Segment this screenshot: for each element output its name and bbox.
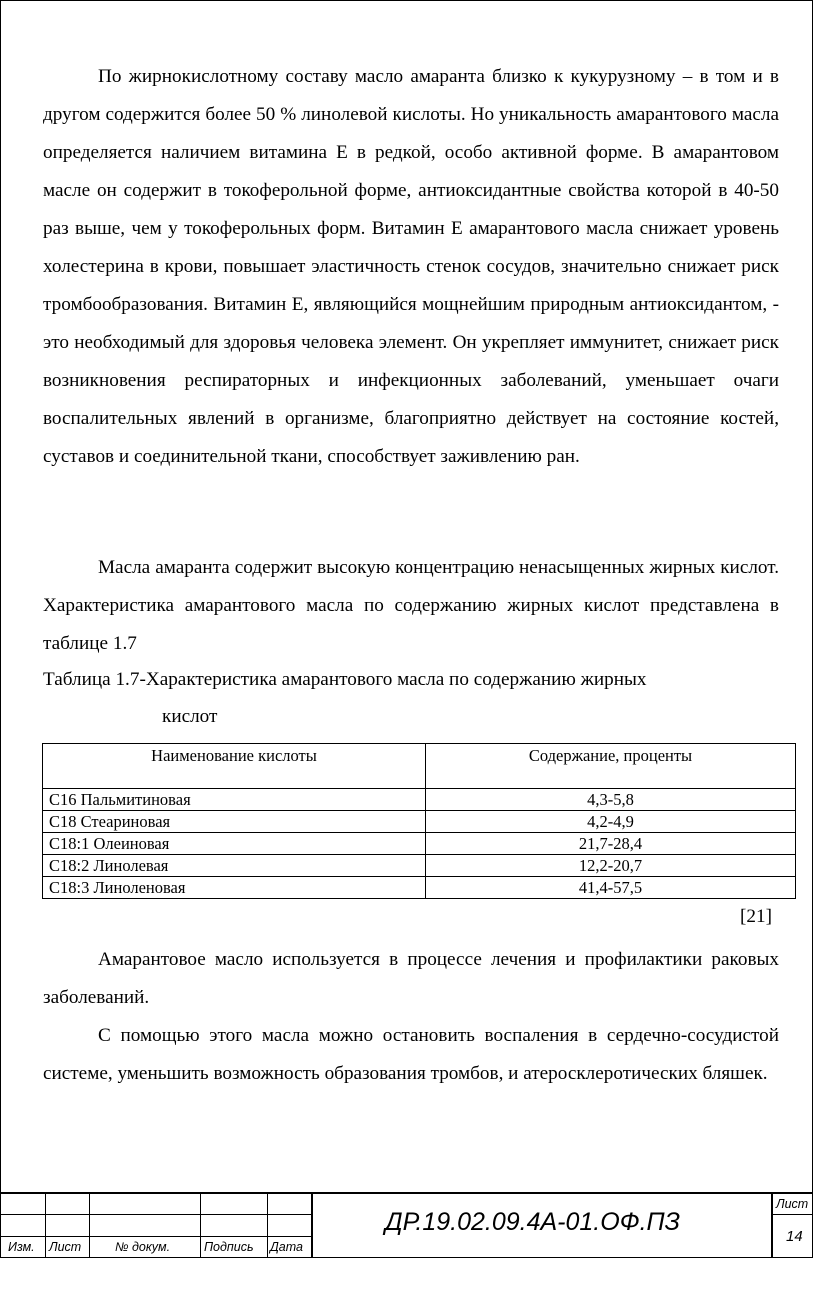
acid-name: С18:1 Олеиновая xyxy=(43,833,426,855)
acid-name: С18:2 Линолевая xyxy=(43,855,426,877)
sheet-label: Лист xyxy=(776,1197,809,1211)
citation-reference: [21] xyxy=(740,906,772,927)
stamp-label-signature: Подпись xyxy=(204,1240,254,1254)
paragraph-1: По жирнокислотному составу масло амаранта близко к кукурузному – в том и в другом содержится более 50 % линолевой кислоты. Но уникальность амарантового масла определяется наличием витамина Е в редкой, особо активной форме. В амарантовом масле он содержит в токоферольной форме, антиоксидантные свойства которой в 40-50 раз выше, чем у токоферольных форм. Витамин Е амарантового масла снижает уровень холестерина в крови, повышает эластичность стенок сосудов, значительно снижает риск тромбообразования. Витамин Е, являющийся мощнейшим природным антиоксидантом, - это необходимый для здоровья человека элемент. Он укрепляет иммунитет, снижает риск возникновения респираторных и инфекционных заболеваний, уменьшает очаги воспалительных явлений в организме, благоприятно действует на состояние костей, суставов и соединительной ткани, способствует заживлению ран. xyxy=(43,66,779,467)
stamp-label-change: Изм. xyxy=(8,1240,35,1254)
table-row xyxy=(43,855,796,877)
header-content-percent: Содержание, проценты xyxy=(426,744,796,789)
table-row xyxy=(43,833,796,855)
acid-name: С18 Стеариновая xyxy=(43,811,426,833)
paragraph-2: Масла амаранта содержит высокую концентрацию ненасыщенных жирных кислот. Характеристика амарантового масла по содержанию жирных кислот представлена в таблице 1.7 xyxy=(43,557,779,654)
table-header-row xyxy=(43,744,796,789)
acid-content: 12,2-20,7 xyxy=(426,855,796,877)
stamp-label-sheet: Лист xyxy=(49,1240,82,1254)
acid-content: 41,4-57,5 xyxy=(426,877,796,899)
acid-content: 21,7-28,4 xyxy=(426,833,796,855)
acid-content: 4,2-4,9 xyxy=(426,811,796,833)
title-block-stamp xyxy=(0,1192,813,1258)
sheet-number: 14 xyxy=(786,1228,803,1245)
stamp-label-date: Дата xyxy=(270,1240,303,1254)
table-row xyxy=(43,877,796,899)
stamp-label-doc-number: № докум. xyxy=(115,1240,171,1254)
table-row xyxy=(43,811,796,833)
table-caption-cont: кислот xyxy=(162,706,218,727)
table-row xyxy=(43,789,796,811)
fatty-acids-table xyxy=(42,743,796,899)
header-acid-name: Наименование кислоты xyxy=(43,744,426,789)
paragraph-3: Амарантовое масло используется в процессе лечения и профилактики раковых заболеваний. xyxy=(43,949,779,1008)
table-caption: Таблица 1.7-Характеристика амарантового масла по содержанию жирных xyxy=(43,669,647,690)
paragraph-4: С помощью этого масла можно остановить воспаления в сердечно-сосудистой системе, уменьшить возможность образования тромбов, и атеросклеротических бляшек. xyxy=(43,1025,779,1084)
acid-name: С16 Пальмитиновая xyxy=(43,789,426,811)
acid-content: 4,3-5,8 xyxy=(426,789,796,811)
acid-name: С18:3 Линоленовая xyxy=(43,877,426,899)
document-code: ДР.19.02.09.4А-01.ОФ.ПЗ xyxy=(385,1208,680,1236)
